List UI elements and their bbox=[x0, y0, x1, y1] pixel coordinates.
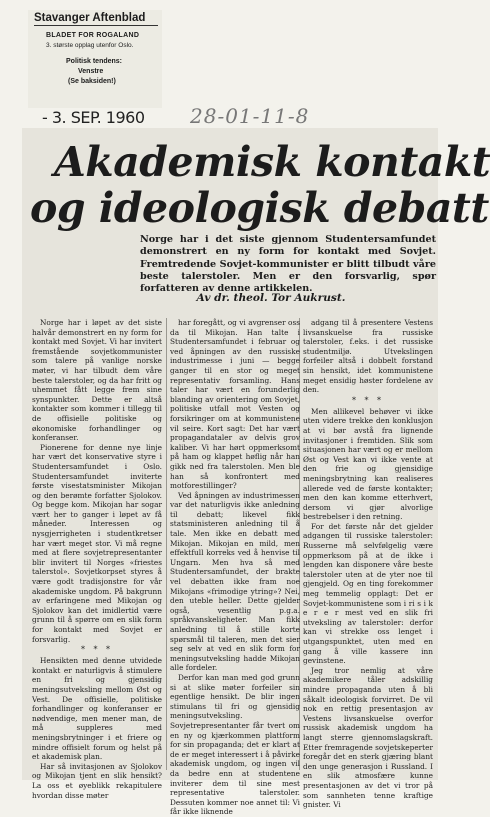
byline: Av dr. theol. Tor Aukrust. bbox=[196, 292, 346, 304]
circulation-note: 3. største opplag utenfor Oslo. bbox=[46, 42, 134, 49]
paragraph: Hensikten med denne utvidede kontakt er naturligvis å stimulere en fri og gjensidig meningsutveksling mellom Øst og Vest. De offisielle, politiske forhandlinger og konferanser er nødvendige, men mener man, de må suppleres med meningsbrytninger i et friere og mindre offisielt forum og helst på et akademisk plan. bbox=[32, 656, 162, 762]
article-column-1 bbox=[32, 318, 162, 800]
article-column-2 bbox=[170, 318, 300, 817]
date-stamp: - 3. SEP. 1960 bbox=[42, 108, 145, 127]
paragraph: Ved åpningen av industrimessen var det naturligvis ikke anledning til debatt; likevel fikk statsministeren anledning til å tale. Men ikke en debatt med Mikojan. Mikojan en mild, men effektfull korreks ved å henvise til Ungarn. Men hva så med Studentersamfundet, der brakte vel debatten ikke fram noe Mikojans «frimodige ytring»? Nei, den uteble heller. Dette gjelder også, vesentlig p.g.a. språkvanskeligheter. Man fikk anledning til å stille korte spørsmål til taleren, men det sier seg selv at ved en slik form for meningsutveksling hadde Mikojan alle fordeler. bbox=[170, 490, 300, 673]
headline-line-2: og ideologisk debatt bbox=[30, 184, 489, 232]
section-separator: * * * bbox=[351, 395, 385, 405]
paragraph: adgang til å presentere Vestens livsanskuelse fra russiske talerstoler, f.eks. i det russiske studentmiljø. Utvekslingen forfeiler altså i dobbelt forstand sin hensikt, idet kommunistene meget ensidig høster fordelene av den. bbox=[303, 318, 433, 395]
paragraph: har foregått, og vi avgrenser oss da til Mikojan. Han talte i Studentersamfundet i februar og ved åpningen av den russiske industrimesse i juni — begge ganger til en stor og meget representativ forsamling. Hans taler har vært en forunderlig blanding av orientering om Sovjet, politiske utfall mot Vesten og forsikringer om at kommunistene vil seire. Kort sagt: Det har vært propagandataler av delvis grov kaliber. Vi har hørt oppmerksomt på ham og klappet høflig når han gikk ned fra talerstolen. Men ble han så konfrontert med motforestillinger? bbox=[170, 318, 300, 491]
article-column-3 bbox=[303, 318, 433, 810]
column-rule bbox=[166, 318, 167, 770]
politics-note: (Se baksiden!) bbox=[68, 78, 116, 85]
handwritten-archive-number: 28-01-11-8 bbox=[190, 104, 310, 128]
politics-value: Venstre bbox=[78, 68, 104, 75]
headline-line-1: Akademisk kontakt bbox=[54, 138, 490, 186]
paper-name: Stavanger Aftenblad bbox=[34, 12, 158, 26]
politics-label: Politisk tendens: bbox=[66, 58, 123, 65]
article-lead: Norge har i det siste gjennom Studentersamfundet demonstrert en ny form for kontakt med Sovjet. Fremtredende Sovjet-kommunister er blitt tilbudt våre beste talerstoler. Men er den forsvarlig, spør forfatteren av denne artikkelen. bbox=[140, 234, 436, 295]
paper-subtitle: BLADET FOR ROGALAND bbox=[46, 32, 140, 39]
paragraph: For det første når det gjelder adgangen til russiske talerstoler: Russerne må selvfølgelig være oppmerksom på at de ikke i lengden kan disponere våre beste talerstoler uten at de yter noe til gjengjeld. Og en ting forekommer meg temmelig opplagt: Det er Sovjet-kommunistene som i ri s i k e r e r mest ved en slik fri utveksling av talerstoler: derfor kan vi strekke oss lenget i utgangspunktet, uten med en gang å ville kassere inn gevinstene. bbox=[303, 521, 433, 666]
section-separator: * * * bbox=[80, 645, 114, 655]
newspaper-masthead-stamp bbox=[28, 10, 162, 108]
paragraph: Men allikevel behøver vi ikke uten videre trekke den konklusjon at vi bør avstå fra lignende invitasjoner i fremtiden. Slik som situasjonen har vært og er mellom Øst og Vest kan vi ikke vente at den frie og gjensidige meningsbrytning kan realiseres allerede ved de første kontakter; men den kan komme etterhvert, dersom vi gjør alvorlige bestrebelser i den retning. bbox=[303, 406, 433, 522]
paragraph: Jeg tror nemlig at våre akademikere tåler adskillig mindre propaganda uten å bli såkalt ideologisk forvirret. De vil nok en rettig presentasjon av Vestens livsanskuelse overfor russisk akademisk ungdom ha langt sterre gjennomslagskraft. Etter fremragende sovjetskeperter foregår det en sterk gjæring blant den unge generasjon i Russland. I en slik atmosfære kunne presentasjonen av det vi tror på som sannheten tenne kraftige gnister. Vi bbox=[303, 665, 433, 810]
paragraph: Derfor kan man med god grunn si at slike møter forfeiler sin egentlige hensikt. De blir ingen stimulans til fri og gjensidig meningsutveksling. Sovjetrepresentanter får tvert om en ny og kjærkommen plattform for sin propaganda; det er klart at de er meget interessert i å påvirke akademisk ungdom, og ingen vil da bedre enn at studentene inviterer dem til sine mest representative talerstoler. Dessuten kommer noe annet til: Vi får ikke liknende bbox=[170, 672, 300, 817]
paragraph: Pionerene for denne nye linje har vært det konservative styre i Studentersamfundet i Oslo. Studentersamfundet inviterte første visestatsminister Mikojan og den berømte forfatter Sjolokov. Og begge kom. Mikojan har sogar vært her to ganger i løpet av få måneder. Interessen og nysgjerrigheten i studentkretser har vært meget stor. Vi må regne med at flere sovjetrepresentanter blir invitert til Norges «friestes talerstol». Sovjetkorpset styres å være godt tradisjonstre for vår akademiske ungdom. På bakgrunn av erfaringene med Mikojan og Sjolokov kan det imidlertid være grunn til å spørre om en slik form for kontakt med Sovjet er forsvarlig. bbox=[32, 442, 162, 644]
paragraph: Norge har i løpet av det siste halvår demonstrert en ny form for kontakt med Sovjet. Vi har invitert fremstående sovjetkommunister som talere på vanlige norske møter, vi har tilbudt dem våre beste talerstoler, og da har fritt og uhemmet fått legge frem sine synspunkter. Dette er altså kontakter som kommer i tillegg til de offisielle politiske og økonomiske forhandlinger og konferanser. bbox=[32, 318, 162, 443]
paragraph: Har så invitasjonen av Sjolokov og Mikojan tjent en slik hensikt? La oss et øyeblikk rekapitulere hvordan disse møter bbox=[32, 761, 162, 800]
